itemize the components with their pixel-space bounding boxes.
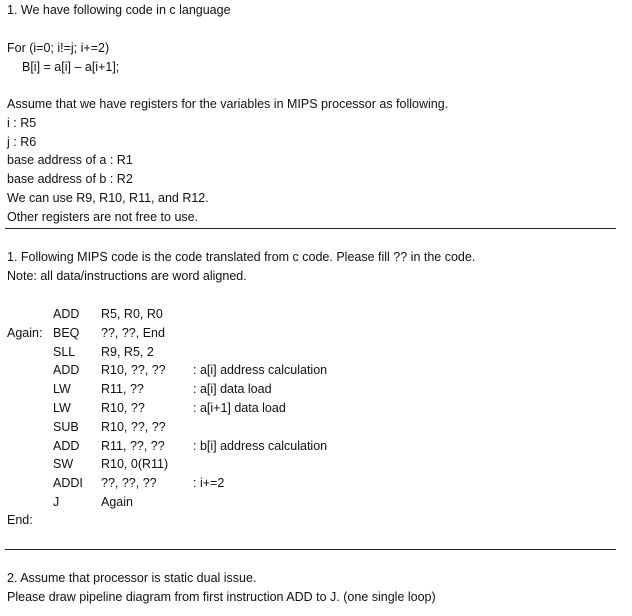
base-address-b: base address of b : R2 xyxy=(7,172,133,186)
divider-1 xyxy=(5,228,616,229)
mips-comment: : b[i] address calculation xyxy=(193,438,328,453)
mips-op: BEQ xyxy=(53,325,80,340)
mips-op: SW xyxy=(53,457,74,472)
question-1-title: 1. We have following code in c language xyxy=(7,3,231,17)
mips-op: LW xyxy=(53,382,71,397)
c-code-line-2: B[i] = a[i] – a[i+1]; xyxy=(22,60,120,74)
mips-args: R5, R0, R0 xyxy=(101,307,163,321)
mips-op: LW xyxy=(53,401,71,415)
mips-args: ??, ??, End xyxy=(101,325,165,340)
mips-args: R11, ??, ?? xyxy=(101,438,165,453)
base-address-a: base address of a : R1 xyxy=(7,153,133,167)
mips-args: R10, ??, ?? xyxy=(101,419,166,434)
mips-op: SUB xyxy=(53,419,79,434)
mips-op: SLL xyxy=(53,344,76,359)
end-label: End: xyxy=(7,513,33,527)
divider-2 xyxy=(5,549,616,550)
part-2-text: Please draw pipeline diagram from first instruction ADD to J. (one single loop) xyxy=(7,590,436,604)
mips-comment: : i+=2 xyxy=(193,476,225,491)
mips-op: ADD xyxy=(53,307,80,321)
mips-comment: : a[i] address calculation xyxy=(193,363,328,378)
mips-args: ??, ??, ?? xyxy=(101,476,157,491)
c-code-line-1: For (i=0; i!=j; i+=2) xyxy=(7,41,110,55)
other-registers-note: Other registers are not free to use. xyxy=(7,210,199,224)
mips-label: Again: xyxy=(7,325,43,340)
mips-args: R10, ?? xyxy=(101,401,145,415)
register-i: i : R5 xyxy=(7,116,37,130)
usable-registers: We can use R9, R10, R11, and R12. xyxy=(7,191,209,205)
mips-op: J xyxy=(53,495,60,509)
part-1-title: 1. Following MIPS code is the code translated from c code. Please fill ?? in the code. xyxy=(7,250,476,264)
mips-args: R10, 0(R11) xyxy=(101,457,169,472)
mips-op: ADDI xyxy=(53,476,83,491)
mips-args: R11, ?? xyxy=(101,382,144,397)
mips-args: Again xyxy=(101,495,133,509)
mips-op: ADD xyxy=(53,438,80,453)
mips-args: R9, R5, 2 xyxy=(101,344,154,359)
part-1-note: Note: all data/instructions are word aligned. xyxy=(7,269,247,283)
mips-comment: : a[i+1] data load xyxy=(193,401,286,415)
register-j: j : R6 xyxy=(7,135,37,149)
mips-op: ADD xyxy=(53,363,80,378)
mips-comment: : a[i] data load xyxy=(193,382,272,397)
assumption-intro: Assume that we have registers for the variables in MIPS processor as following. xyxy=(7,97,449,111)
part-2-title: 2. Assume that processor is static dual issue. xyxy=(7,571,257,585)
mips-args: R10, ??, ?? xyxy=(101,363,166,378)
